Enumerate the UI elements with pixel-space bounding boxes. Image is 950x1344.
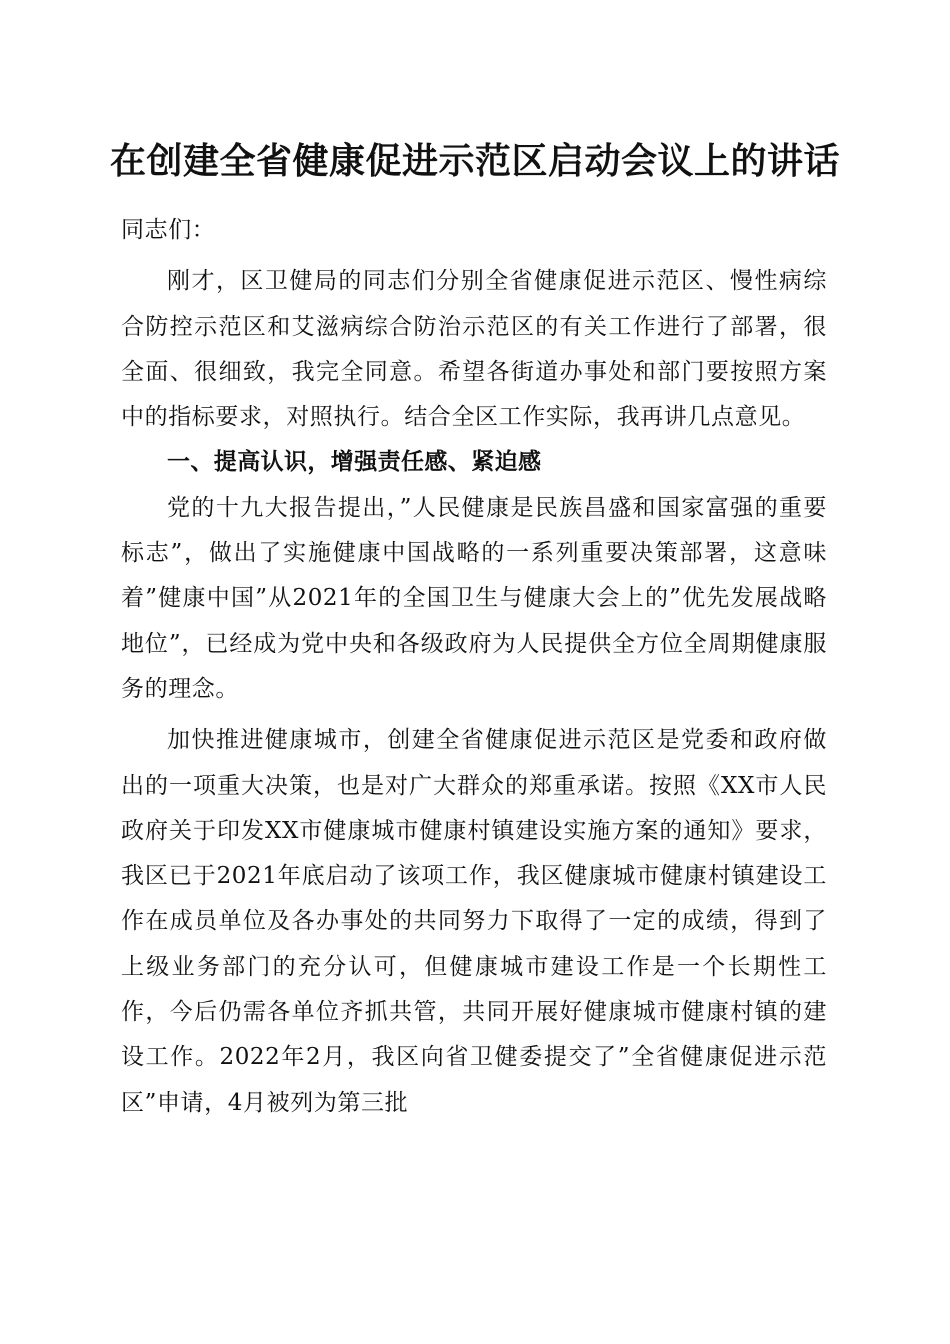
section-heading-1: 一、提高认识，增强责任感、紧迫感 [167, 449, 542, 476]
paragraph-health-city: 加快推进健康城市，创建全省健康促进示范区是党委和政府做出的一项重大决策，也是对广大群众的郑重承诺。按照《XX市人民政府关于印发XX市健康城市健康村镇建设实施方案的通知》要求，我区已于2021年底启动了该项工作，我区健康城市健康村镇建设工作在成员单位及各办事处的共同努力下取得了一定的成绩，得到了上级业务部门的充分认可，但健康城市建设工作是一个长期性工作，今后仍需各单位齐抓共管，共同开展好健康城市健康村镇的建设工作。2022年2月，我区向省卫健委提交了”全省健康促进示范区”申请，4月被列为第三批 [121, 727, 827, 1116]
paragraph-opening: 刚才，区卫健局的同志们分别全省健康促进示范区、慢性病综合防控示范区和艾滋病综合防治示范区的有关工作进行了部署，很全面、很细致，我完全同意。希望各街道办事处和部门要按照方案中的指标要求，对照执行。结合全区工作实际，我再讲几点意见。 [121, 268, 827, 431]
salutation: 同志们： [121, 217, 216, 243]
paragraph-health-china: 党的十九大报告提出，”人民健康是民族昌盛和国家富强的重要标志”，做出了实施健康中国战略的一系列重要决策部署，这意味着”健康中国”从2021年的全国卫生与健康大会上的”优先发展战略地位”，已经成为党中央和各级政府为人民提供全方位全周期健康服务的理念。 [121, 494, 827, 702]
document-body [121, 208, 827, 1126]
document-title: 在创建全省健康促进示范区启动会议上的讲话 [109, 140, 840, 182]
